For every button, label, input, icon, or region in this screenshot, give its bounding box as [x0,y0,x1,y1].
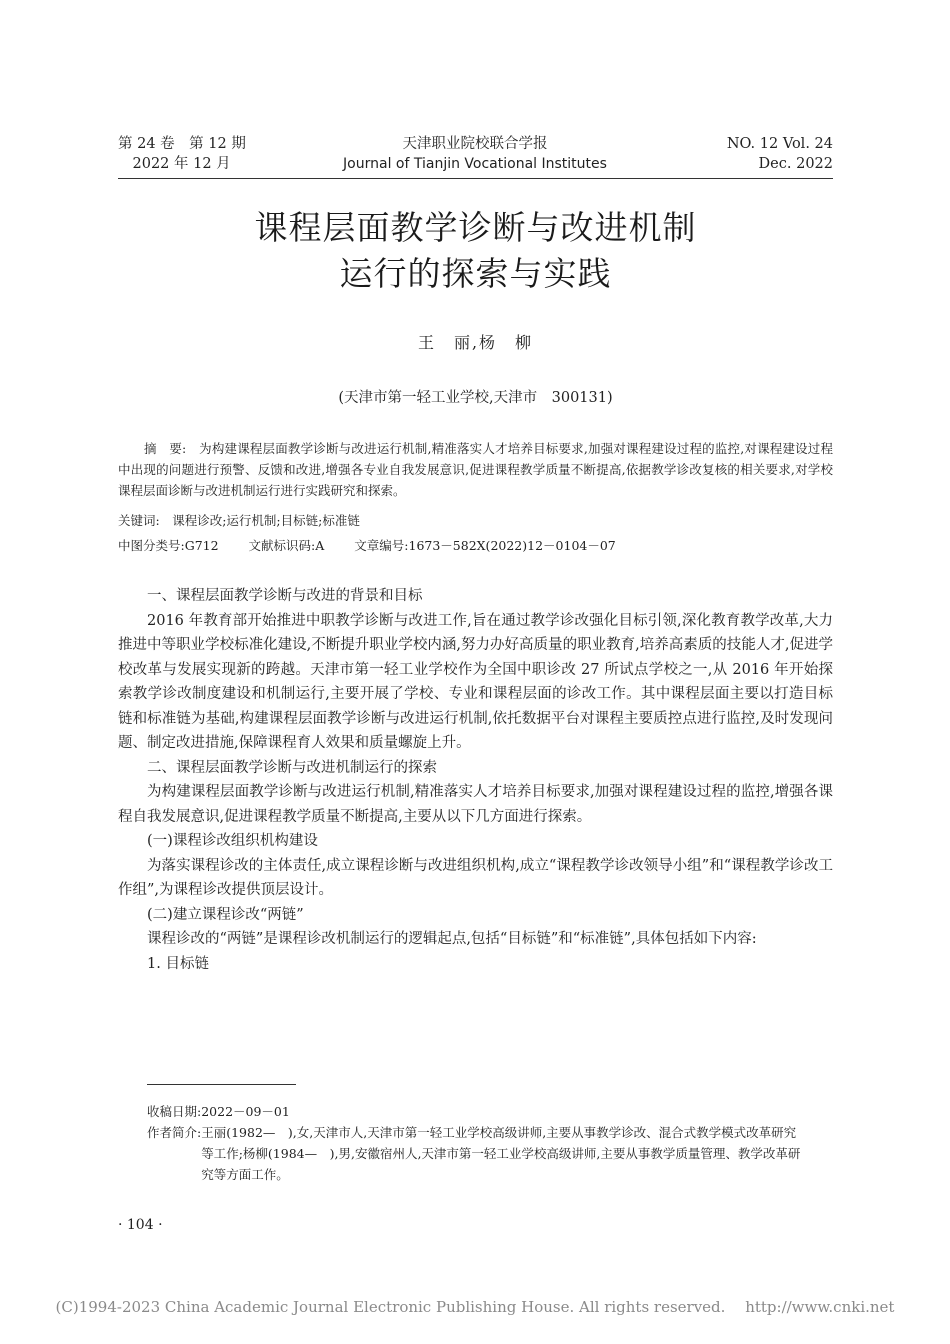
journal-name-cn: 天津职业院校联合学报 [402,136,548,152]
title-line-1: 课程层面教学诊断与改进机制 [254,208,697,247]
volume-en: NO. 12 Vol. 24 [726,136,833,152]
paragraph-3: 为落实课程诊改的主体责任,成立课程诊断与改进组织机构,成立“课程教学诊改领导小组”和“课程教学诊改工作组”,为课程诊改提供顶层设计。 [118,857,833,898]
subsection-heading-2: (二)建立课程诊改“两链” [147,906,304,923]
article-number: 文章编号:1673－582X(2022)12－0104－07 [354,538,616,553]
paragraph-2: 为构建课程层面教学诊断与改进运行机制,精准落实人才培养目标要求,加强对课程建设过程的监控,增强各课程自我发展意识,促进课程教学质量不断提高,主要从以下几方面进行探索。 [118,784,833,825]
journal-name-en: Journal of Tianjin Vocational Institutes [343,156,607,172]
bio-value: 王丽(1982— ),女,天津市人,天津市第一轻工业学校高级讲师,主要从事教学诊改、混合式教学模式改革研究等工作;杨柳(1984— ),男,安徽宿州人,天津市第一轻工业学校高级讲师,主要从事教学质量管理、教学改革研究等方面工作。 [201,1125,801,1182]
journal-volume-en [640,134,833,174]
received-value: 2022－09－01 [201,1104,290,1119]
section-heading-1: 一、课程层面教学诊断与改进的背景和目标 [147,588,423,604]
header-rule [118,178,833,179]
subsubsection-heading-1: 1. 目标链 [147,955,209,972]
abstract: 摘 要: 为构建课程层面教学诊断与改进运行机制,精准落实人才培养目标要求,加强对课程建设过程的监控,对课程建设过程中出现的问题进行预警、反馈和改进,增强各专业自我发展意识,促进课程教学质量不断提高,依据教学诊改复核的相关要求,对学校课程层面诊断与改进机制运行进行实践研究和探索。 [118,441,833,498]
author-bio [147,1122,807,1185]
journal-name [250,134,700,174]
section-heading-2: 二、课程层面教学诊断与改进机制运行的探索 [147,759,437,776]
footnote-rule [147,1084,296,1085]
issue-date: 2022 年 12 月 [118,156,231,172]
keywords: 关键词: 课程诊改;运行机制;目标链;标准链 [118,513,360,528]
article-title [118,205,833,297]
paragraph-4: 课程诊改的“两链”是课程诊改机制运行的逻辑起点,包括“目标链”和“标准链”,具体包括如下内容: [147,931,757,947]
authors: 王 丽,杨 柳 [417,333,534,352]
subsection-heading-1: (一)课程诊改组织机构建设 [147,833,318,849]
clc-number: 中图分类号:G712 [118,538,219,553]
bio-label: 作者简介: [147,1125,202,1140]
page-number: · 104 · [118,1217,163,1233]
copyright-notice: (C)1994-2023 China Academic Journal Electronic Publishing House. All rights reserved. http://www.cnki.net [55,1298,895,1316]
footnote [147,1101,807,1185]
title-line-2: 运行的探索与实践 [339,254,612,293]
volume-issue: 第 24 卷 第 12 期 [118,136,246,152]
classification-line [118,535,833,556]
document-code: 文献标识码:A [248,538,325,553]
article-body [118,584,833,976]
paragraph-1: 2016 年教育部开始推进中职教学诊断与改进工作,旨在通过教学诊改强化目标引领,深化教育教学改革,大力推进中等职业学校标准化建设,不断提升职业学校内涵,努力办好高质量的职业教育,培养高素质的技能人才,促进学校改革与发展实现新的跨越。天津市第一轻工业学校作为全国中职诊改 27 所试点学校之一,从 2016 年开始探索教学诊改制度建设和机制运行,主要开展了学校、专业和课程层面的诊改工作。其中课程层面主要以打造目标链和标准链为基础,构建课程层面教学诊断与改进运行机制,依托数据平台对课程主要质控点进行监控,及时发现问题、制定改进措施,保障课程育人效果和质量螺旋上升。 [118,612,833,751]
date-en: Dec. 2022 [758,156,833,172]
received-date [147,1101,807,1122]
received-label: 收稿日期: [147,1104,202,1119]
affiliation: (天津市第一轻工业学校,天津市 300131) [338,390,613,406]
